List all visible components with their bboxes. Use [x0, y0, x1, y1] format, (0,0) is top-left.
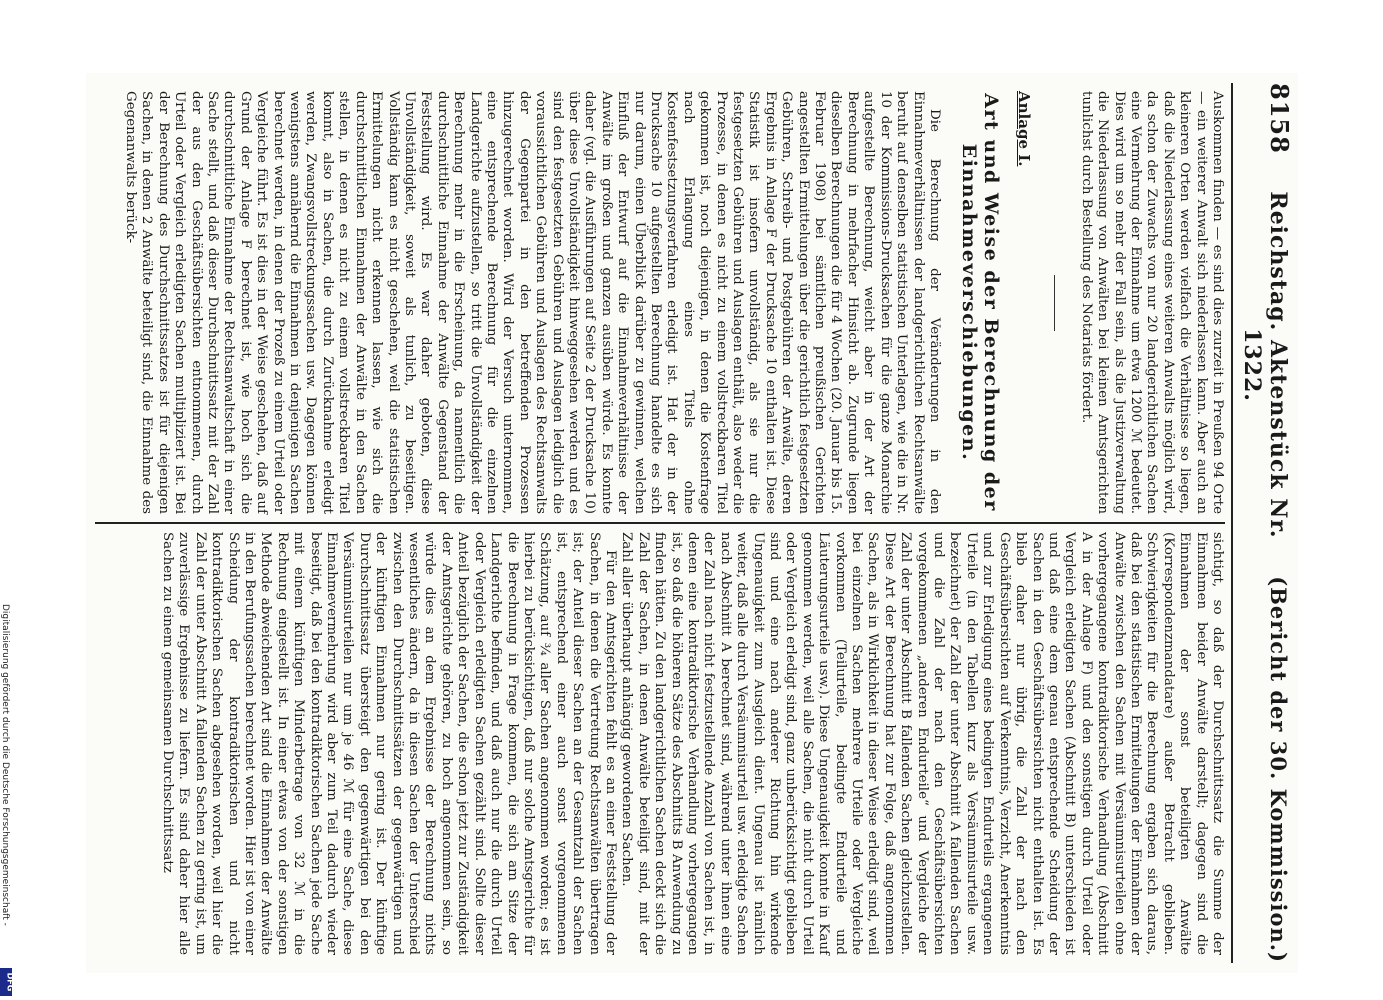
left-column [95, 83, 1225, 522]
body-paragraph: Die Berechnung der Veränderungen in den Einnahmeverhältnissen der landgerichtlichen Rechtsanwälte beruht auf denselben statistischen Unterlagen, wie die in Nr. 10 der Kommissions-Drucksachen für die ganze Monarchie aufgestellte Berechnung, weicht aber in der Art der Berechnung in mehrfacher Hinsicht ab. Zugrunde liegen dieselben Berechnungen die für 4 Wochen (20. Januar bis 15. Februar 1908) bei sämtlichen preußischen Gerichten angestellten Ermittelungen über die gerichtlich festgesetzten Gebühren, Schreib- und Postgebühren der Anwälte, deren Ergebnis in Anlage F der Drucksache 10 enthalten ist. Diese Statistik ist insofern unvollständig, als sie nur die festgesetzten Gebühren und Auslagen enthält, also weder die Prozesse, in denen es nicht zu einem vollstreckbaren Titel gekommen ist, noch diejenigen, in denen die Kostenfrage nach Erlangung eines Titels ohne Kostenfestsetzungsverfahren erledigt ist. Hat der in der Drucksache 10 aufgestellten Berechnung handelte es sich nur darum, einen Überblick darüber zu gewinnen, welchen Einfluß der Entwurf auf die Einnahmeverhältnisse der Anwälte im großen und ganzen ausüben würde. Es konnte daher (vgl. die Ausführungen auf Seite 2 der Drucksache 10) über diese Unvollständigkeit hinweggesehen werden und es sind den festgesetzten Gebühren und Auslagen lediglich die voraussichtlichen Gebühren und Auslagen des Rechtsanwalts der Gegenpartei in den betreffenden Prozessen hinzugerechnet worden. Wird der Versuch unternommen, eine entsprechende Berechnung für die einzelnen Landgerichte aufzustellen, so tritt die Unvollständigkeit der Berechnung mehr in die Erscheinung, da namentlich die durchschnittliche Einnahme der Anwälte Gegenstand der Feststellung wird. Es war daher geboten, diese Unvollständigkeit, soweit als tunlich, zu beseitigen. Vollständig kann es nicht geschehen, weil die statistischen Ermittelungen nicht erkennen lassen, wie sich die durchschnittlichen Einnahmen der Anwälte in den Sachen stellen, in denen es nicht zu einem vollstreckbaren Titel kommt, also in Sachen, die durch Zurücknahme erledigt werden, Zwangsvollstreckungssachen usw. Dagegen können wenigstens annähernd die Einnahmen in denjenigen Sachen berechnet werden, in denen der Prozeß zu einem Urteil oder Vergleiche führt. Es ist dies in der Weise geschehen, daß auf Grund der Anlage F berechnet ist, wie hoch sich die durchschnittliche Einnahme der Rechtsanwaltschaft in einer Sache stellt, und daß dieser Durchschnittssatz mit der Zahl der aus den Geschäftsübersichten entnommenen, durch Urteil oder Vergleich erledigten Sachen multipliziert ist. Bei der Berechnung des Durchschnittssatzes ist für diejenigen Sachen, in denen 2 Anwälte beteiligt sind, die Einnahme des Gegenanwalts berück- [123, 91, 942, 514]
separator-rule [1054, 275, 1055, 331]
page-number: 8158 [1265, 83, 1294, 154]
dfg-logo [0, 968, 15, 996]
section-title: Art und Weise der Berechnung der Einnahmeverschiebungen. [957, 93, 1002, 512]
digitization-credit [0, 604, 15, 1000]
credit-text: Digitalisierung gefördert durch die Deutsche Forschungsgemeinschaft - [0, 604, 10, 926]
document-page [86, 73, 1298, 973]
running-head [1231, 83, 1294, 963]
body-paragraph: sichtigt, so daß der Durchschnittssatz die Summe der Einnahmen beider Anwälte darstellt; dagegen sind die Einnahmen der sonst beteiligten Anwälte (Korrespondenzmandatare) außer Betracht geblieben. Schwierigkeiten für die Berechnung ergaben sich daraus, daß bei den statistischen Ermittelungen der Einnahmen der Anwälte zwischen den Sachen mit Versäumnisurteilen ohne vorhergegangene kontradiktorische Verhandlung (Abschnitt A in der Anlage F) und den sonstigen durch Urteil oder Vergleich erledigten Sachen (Abschnitt B) unterschieden ist und daß eine dem genau entsprechende Scheidung der Sachen in den Geschäftsübersichten nicht enthalten ist. Es blieb daher nur übrig, die Zahl der nach den Geschäftsübersichten auf Verkenntnis, Verzicht, Anerkenntnis und zur Erledigung eines bedingten Endurteils ergangenen Urteile (in den Tabellen kurz als Versäumnisurteile usw. bezeichnet) der Zahl der unter Abschnitt A fallenden Sachen und die Zahl der nach den Geschäftsübersichten vorgekommenen „anderen Endurteile“ und Vergleiche der Zahl der unter Abschnitt B fallenden Sachen gleichzustellen. Diese Art der Berechnung hat zur Folge, daß angenommen Sachen, als in Wirklichkeit in dieser Weise erledigt sind, weil bei einzelnen Sachen mehrere Urteile oder Vergleiche vorkommen (Teilurteile, bedingte Endurteile und Läuterungsurteile usw.). Diese Ungenauigkeit konnte in Kauf genommen werden, weil alle Sachen, die nicht durch Urteil oder Vergleich erledigt sind, ganz unberücksichtigt geblieben sind und eine nach anderer Richtung hin wirkende Ungenauigkeit zum Ausgleich dient. Ungenau ist nämlich weiter, daß alle durch Versäumnisurteil usw. erledigte Sachen nach Abschnitt A berechnet sind, während unter ihnen eine der Zahl nach nicht festzustellende Anzahl von Sachen ist, in denen eine kontradiktorische Verhandlung vorhergegangen ist, so daß die höheren Sätze des Abschnitts B Anwendung zu finden hätten. Zu den landgerichtlichen Sachen deckt sich die Zahl der Sachen, in denen Anwälte beteiligt sind, mit der Zahl aller überhaupt anhängig gewordenen Sachen. [619, 532, 1225, 955]
right-column [95, 524, 1225, 963]
annex-label: Anlage I. [1015, 91, 1034, 167]
document-title: Reichstag. Aktenstück Nr. 1322. [1239, 191, 1291, 539]
body-paragraph: Für den Amtsgerichten fehlt es an einer Feststellung der Sachen, in denen die Vertretung Rechtsanwälten übertragen ist; der Anteil dieser Sachen an der Gesamtzahl der Sachen ist, entsprechend einer auch sonst vorgenommenen Schätzung, auf ¾ aller Sachen angenommen worden; es ist hierbei zu berücksichtigen, daß nur solche Amtsgerichte für die Berechnung in Frage kommen, die sich am Sitze der Landgerichte befinden, und daß auch nur die durch Urteil oder Vergleich erledigten Sachen gezählt sind. Sollte dieser Anteil bezüglich der Sachen, die schon jetzt zur Zuständigkeit der Amtsgerichte gehören, zu hoch angenommen sein, so würde dies an dem Ergebnisse der Berechnung nichts wesentliches ändern, da in diesen Sachen der Unterschied zwischen den Durchschnittssätzen der gegenwärtigen und der künftigen Einnahmen nur gering ist. Der künftige Durchschnittssatz übersteigt den gegenwärtigen bei den Versäumnisurteilen nur um je 46 ℳ für eine Sache, diese Einnahmevermehrung wird aber zum Teil dadurch wieder beseitigt, daß bei den kontradiktorischen Sachen jede Sache mit einem künftigen Minderbetrage von 32 ℳ in die Rechnung eingestellt ist. In einer etwas von der sonstigen Methode abweichenden Art sind die Einnahmen der Anwälte in den Berufungssachen berechnet worden. Hier ist von einer Scheidung der kontradiktorischen und nicht kontradiktorischen Sachen abgesehen worden, weil hier die Zahl der unter Abschnitt A fallenden Sachen zu gering ist, um zuverlässige Ergebnisse zu liefern. Es sind daher hier alle Sachen zu einem gemeinsamen Durchschnittssatz [160, 532, 618, 955]
text-columns [95, 83, 1225, 963]
opening-paragraph: Auskommen finden — es sind dies zurzeit in Preußen 94 Orte — ein weiterer Anwalt sich niederlassen kann. Aber auch an kleineren Orten werden vielfach die Verhältnisse so liegen, daß die Niederlassung eines weiteren Anwalts möglich wird, da schon der Zuwachs von nur 20 landgerichtlichen Sachen eine Vermehrung der Einnahme um etwa 1200 ℳ bedeutet. Dies wird um so mehr der Fall sein, als die Justizverwaltung die Niederlassung von Anwälten bei kleinen Amtsgerichten tunlichst durch Bestellung des Notariats fördert. [1078, 91, 1225, 514]
dfg-logo-text: DFG [5, 972, 15, 992]
report-label: (Bericht der 30. Kommission.) [1266, 576, 1291, 963]
